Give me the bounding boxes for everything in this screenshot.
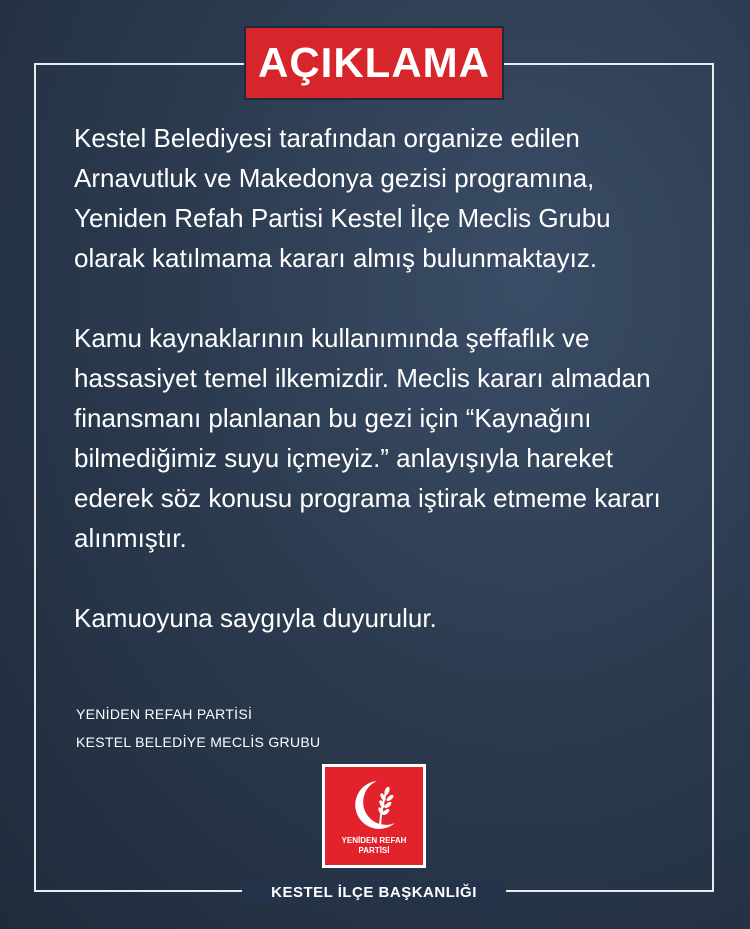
statement-paragraph-3: Kamuoyuna saygıyla duyurulur. [74,603,437,633]
signature-group: KESTEL BELEDİYE MECLİS GRUBU [76,734,321,750]
title-banner [244,26,504,100]
crescent-wheat-icon [347,777,401,833]
party-logo-line-2: PARTİSİ [358,846,390,855]
page-title: AÇIKLAMA [258,39,490,86]
footer-label: KESTEL İLÇE BAŞKANLIĞI [271,884,477,901]
party-logo [322,764,426,868]
signature-party: YENİDEN REFAH PARTİSİ [76,706,253,722]
statement-paragraph-1: Kestel Belediyesi tarafından organize edilen Arnavutluk ve Makedonya gezisi programına, Yeniden Refah Partisi Kestel İlçe Meclis Grubu olarak katılmama kararı almış bulunmaktayız. [74,123,611,273]
party-logo-field [325,767,423,865]
signature [76,700,320,756]
statement-body [74,118,684,638]
party-logo-line-1: YENİDEN REFAH [341,836,407,845]
statement-paragraph-2: Kamu kaynaklarının kullanımında şeffaflık ve hassasiyet temel ilkemizdir. Meclis kararı almadan finansmanı planlanan bu gezi için “Kaynağını bilmediğimiz suyu içmeyiz.” anlayışıyla hareket ederek söz konusu programa iştirak etmeme kararı alınmıştır. [74,323,661,553]
party-logo-text [325,836,423,856]
